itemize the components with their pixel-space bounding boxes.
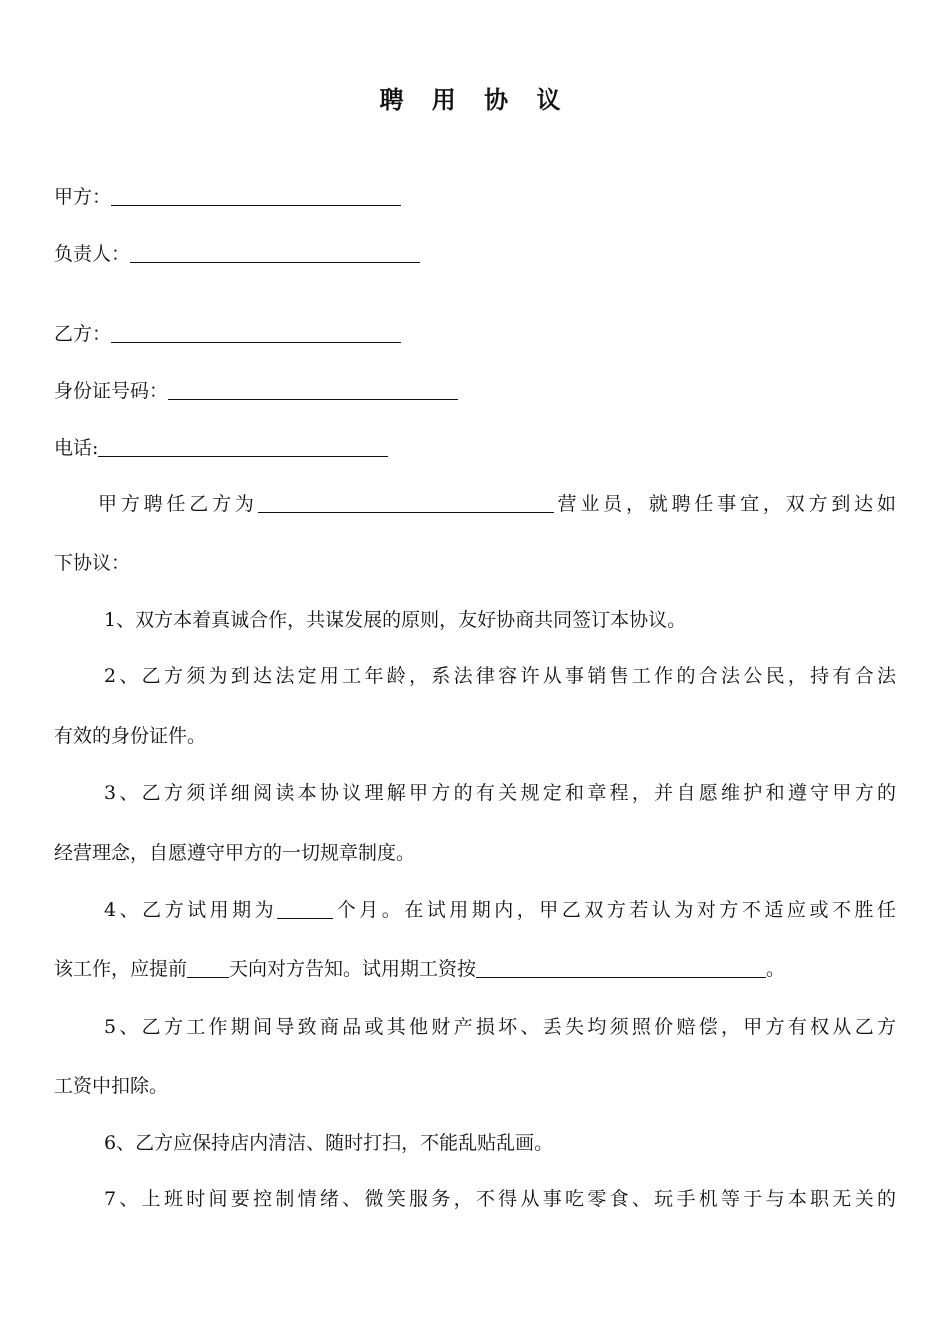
clause-6: 6、乙方应保持店内清洁、随时打扫，不能乱贴乱画。 bbox=[104, 1132, 554, 1154]
clause-4-part-a: 4、乙方试用期为 bbox=[104, 899, 278, 921]
clause-4-part-d: 天向对方告知。试用期工资按 bbox=[229, 958, 477, 980]
party-b-line bbox=[54, 319, 401, 349]
intro-part2: 营业员，就聘任事宜，双方到达如 bbox=[553, 493, 896, 515]
clause-4-part-b: 个月。在试用期内，甲乙双方若认为对方不适应或不胜任 bbox=[333, 899, 896, 921]
responsible-label: 负责人： bbox=[54, 243, 131, 265]
party-a-line bbox=[54, 182, 401, 212]
clause-5-line-2: 工资中扣除。 bbox=[54, 1075, 169, 1097]
phone-line bbox=[54, 433, 388, 463]
intro-line-1 bbox=[54, 489, 896, 519]
clause-4-part-e: 。 bbox=[766, 958, 786, 980]
intro-line-2: 下协议： bbox=[54, 552, 131, 574]
party-b-blank[interactable] bbox=[111, 321, 401, 343]
party-a-label: 甲方： bbox=[54, 186, 112, 208]
intro-part1: 甲方聘任乙方为 bbox=[98, 493, 258, 515]
clause-3-line-2: 经营理念，自愿遵守甲方的一切规章制度。 bbox=[54, 842, 416, 864]
probation-salary-blank[interactable] bbox=[476, 956, 766, 978]
id-number-label: 身份证号码： bbox=[54, 380, 169, 402]
responsible-blank[interactable] bbox=[130, 241, 420, 263]
party-a-blank[interactable] bbox=[111, 184, 401, 206]
phone-label: 电话: bbox=[54, 437, 99, 459]
probation-months-blank[interactable] bbox=[277, 897, 333, 919]
clause-4-line-1 bbox=[104, 895, 896, 925]
position-blank[interactable] bbox=[258, 491, 554, 513]
notice-days-blank[interactable] bbox=[187, 956, 229, 978]
id-number-blank[interactable] bbox=[168, 378, 458, 400]
document-title: 聘 用 协 议 bbox=[379, 86, 571, 114]
party-b-label: 乙方： bbox=[54, 323, 112, 345]
clause-2-line-2: 有效的身份证件。 bbox=[54, 725, 207, 747]
clause-2-line-1: 2、乙方须为到达法定用工年龄，系法律容许从事销售工作的合法公民，持有合法 bbox=[104, 665, 896, 687]
phone-blank[interactable] bbox=[98, 435, 388, 457]
responsible-line bbox=[54, 239, 420, 269]
clause-4-part-c: 该工作，应提前 bbox=[54, 958, 188, 980]
clause-3-line-1: 3、乙方须详细阅读本协议理解甲方的有关规定和章程，并自愿维护和遵守甲方的 bbox=[104, 782, 896, 804]
clause-4-line-2 bbox=[54, 954, 785, 984]
clause-5-line-1: 5、乙方工作期间导致商品或其他财产损坏、丢失均须照价赔偿，甲方有权从乙方 bbox=[104, 1016, 896, 1038]
clause-1: 1、双方本着真诚合作，共谋发展的原则，友好协商共同签订本协议。 bbox=[104, 609, 687, 631]
id-number-line bbox=[54, 376, 458, 406]
clause-7-line-1: 7、上班时间要控制情绪、微笑服务，不得从事吃零食、玩手机等于与本职无关的 bbox=[104, 1188, 896, 1210]
